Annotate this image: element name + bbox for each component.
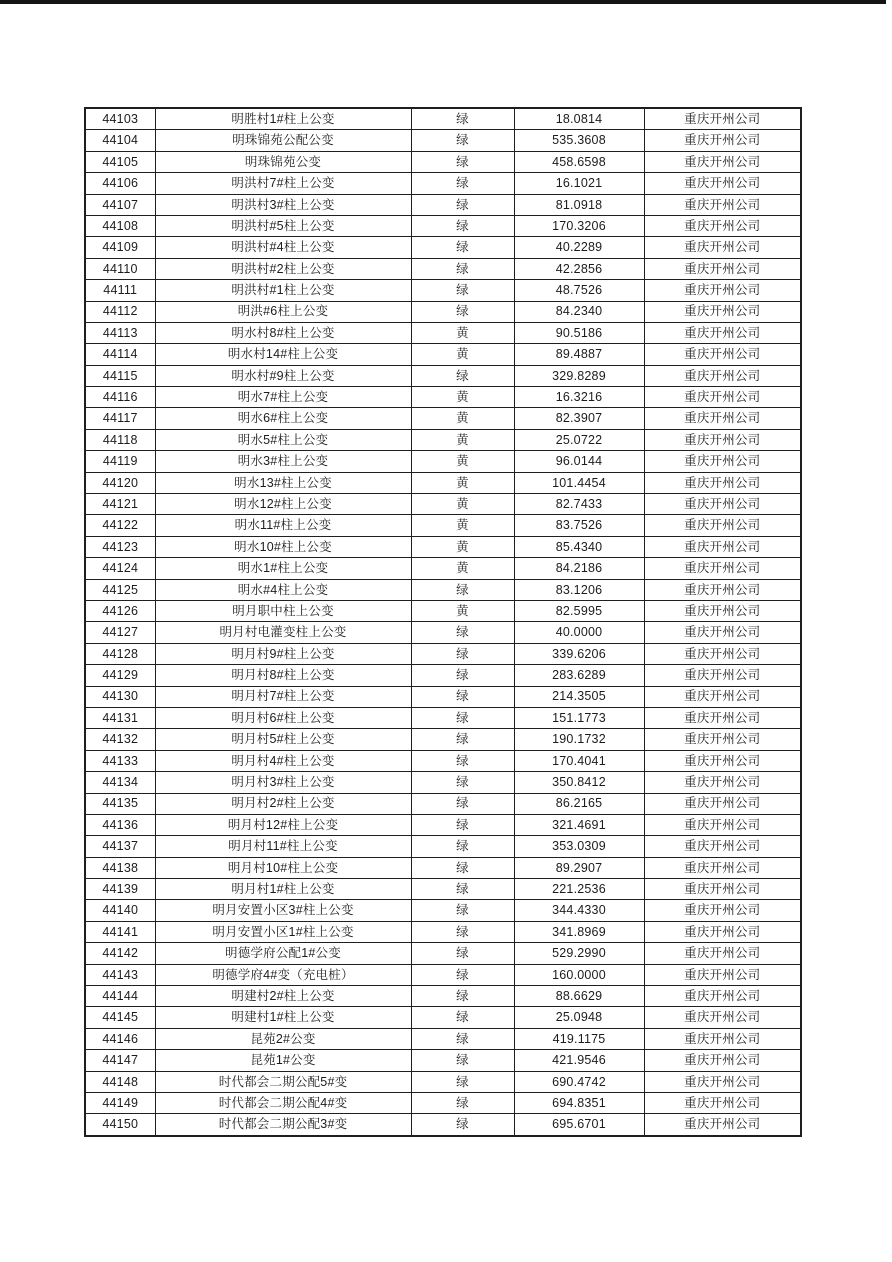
table-row (85, 579, 801, 600)
cell-value: 170.4041 (514, 750, 644, 771)
cell-name: 明水村8#柱上公变 (155, 322, 411, 343)
table-row (85, 108, 801, 130)
table-body (85, 108, 801, 1136)
cell-name: 明水13#柱上公变 (155, 472, 411, 493)
table-row (85, 151, 801, 172)
table-row (85, 408, 801, 429)
cell-id: 44113 (85, 322, 155, 343)
cell-value: 350.8412 (514, 772, 644, 793)
cell-company: 重庆开州公司 (644, 943, 801, 964)
cell-id: 44114 (85, 344, 155, 365)
cell-id: 44109 (85, 237, 155, 258)
table-row (85, 344, 801, 365)
cell-id: 44135 (85, 793, 155, 814)
table-row (85, 836, 801, 857)
cell-id: 44124 (85, 558, 155, 579)
cell-company: 重庆开州公司 (644, 750, 801, 771)
cell-id: 44141 (85, 921, 155, 942)
cell-name: 明月职中柱上公变 (155, 600, 411, 621)
cell-status: 绿 (411, 665, 514, 686)
cell-company: 重庆开州公司 (644, 1050, 801, 1071)
cell-company: 重庆开州公司 (644, 1092, 801, 1113)
transformer-table (84, 107, 802, 1137)
cell-id: 44122 (85, 515, 155, 536)
cell-value: 344.4330 (514, 900, 644, 921)
cell-company: 重庆开州公司 (644, 515, 801, 536)
cell-name: 明月村10#柱上公变 (155, 857, 411, 878)
cell-id: 44112 (85, 301, 155, 322)
cell-company: 重庆开州公司 (644, 365, 801, 386)
cell-name: 明洪村#1柱上公变 (155, 280, 411, 301)
cell-status: 黄 (411, 558, 514, 579)
cell-name: 明月村7#柱上公变 (155, 686, 411, 707)
cell-value: 40.0000 (514, 622, 644, 643)
cell-status: 绿 (411, 836, 514, 857)
cell-name: 明月村8#柱上公变 (155, 665, 411, 686)
table-row (85, 1092, 801, 1113)
cell-company: 重庆开州公司 (644, 280, 801, 301)
table-row (85, 173, 801, 194)
cell-company: 重庆开州公司 (644, 921, 801, 942)
cell-name: 明月村3#柱上公变 (155, 772, 411, 793)
cell-id: 44104 (85, 130, 155, 151)
table-row (85, 707, 801, 728)
cell-status: 黄 (411, 472, 514, 493)
cell-company: 重庆开州公司 (644, 194, 801, 215)
cell-id: 44147 (85, 1050, 155, 1071)
cell-company: 重庆开州公司 (644, 472, 801, 493)
cell-company: 重庆开州公司 (644, 665, 801, 686)
cell-name: 明建村2#柱上公变 (155, 986, 411, 1007)
cell-value: 190.1732 (514, 729, 644, 750)
cell-value: 321.4691 (514, 814, 644, 835)
cell-id: 44150 (85, 1114, 155, 1136)
cell-name: 时代都会二期公配5#变 (155, 1071, 411, 1092)
cell-id: 44119 (85, 451, 155, 472)
cell-id: 44132 (85, 729, 155, 750)
cell-status: 绿 (411, 365, 514, 386)
cell-value: 18.0814 (514, 108, 644, 130)
cell-value: 16.3216 (514, 387, 644, 408)
cell-company: 重庆开州公司 (644, 151, 801, 172)
cell-status: 绿 (411, 108, 514, 130)
table-row (85, 921, 801, 942)
cell-status: 绿 (411, 772, 514, 793)
cell-company: 重庆开州公司 (644, 1028, 801, 1049)
cell-name: 明月村4#柱上公变 (155, 750, 411, 771)
cell-status: 绿 (411, 943, 514, 964)
cell-company: 重庆开州公司 (644, 258, 801, 279)
cell-company: 重庆开州公司 (644, 387, 801, 408)
table-row (85, 750, 801, 771)
cell-name: 明月村12#柱上公变 (155, 814, 411, 835)
cell-status: 绿 (411, 643, 514, 664)
cell-status: 绿 (411, 900, 514, 921)
cell-value: 90.5186 (514, 322, 644, 343)
cell-name: 明洪村#4柱上公变 (155, 237, 411, 258)
table-row (85, 280, 801, 301)
cell-id: 44133 (85, 750, 155, 771)
cell-id: 44121 (85, 494, 155, 515)
cell-company: 重庆开州公司 (644, 579, 801, 600)
cell-value: 48.7526 (514, 280, 644, 301)
cell-value: 82.5995 (514, 600, 644, 621)
table-row (85, 322, 801, 343)
cell-company: 重庆开州公司 (644, 408, 801, 429)
cell-status: 黄 (411, 600, 514, 621)
cell-id: 44137 (85, 836, 155, 857)
table-row (85, 600, 801, 621)
cell-id: 44117 (85, 408, 155, 429)
cell-status: 绿 (411, 1114, 514, 1136)
cell-value: 86.2165 (514, 793, 644, 814)
cell-company: 重庆开州公司 (644, 429, 801, 450)
cell-name: 明水村14#柱上公变 (155, 344, 411, 365)
cell-name: 明水1#柱上公变 (155, 558, 411, 579)
cell-status: 绿 (411, 579, 514, 600)
cell-company: 重庆开州公司 (644, 344, 801, 365)
cell-value: 353.0309 (514, 836, 644, 857)
cell-company: 重庆开州公司 (644, 600, 801, 621)
cell-value: 160.0000 (514, 964, 644, 985)
cell-name: 明洪#6柱上公变 (155, 301, 411, 322)
table-row (85, 964, 801, 985)
cell-company: 重庆开州公司 (644, 772, 801, 793)
cell-status: 绿 (411, 686, 514, 707)
cell-name: 明水3#柱上公变 (155, 451, 411, 472)
cell-status: 绿 (411, 921, 514, 942)
cell-id: 44128 (85, 643, 155, 664)
table-row (85, 215, 801, 236)
table-row (85, 429, 801, 450)
cell-name: 明水5#柱上公变 (155, 429, 411, 450)
cell-id: 44140 (85, 900, 155, 921)
cell-id: 44138 (85, 857, 155, 878)
cell-name: 明月村9#柱上公变 (155, 643, 411, 664)
cell-status: 绿 (411, 1071, 514, 1092)
cell-company: 重庆开州公司 (644, 836, 801, 857)
cell-id: 44129 (85, 665, 155, 686)
cell-status: 绿 (411, 879, 514, 900)
cell-status: 黄 (411, 387, 514, 408)
table-row (85, 879, 801, 900)
table-row (85, 986, 801, 1007)
cell-value: 16.1021 (514, 173, 644, 194)
cell-name: 明德学府公配1#公变 (155, 943, 411, 964)
cell-id: 44144 (85, 986, 155, 1007)
cell-name: 明洪村#2柱上公变 (155, 258, 411, 279)
cell-id: 44136 (85, 814, 155, 835)
cell-name: 明月安置小区1#柱上公变 (155, 921, 411, 942)
cell-name: 明月村电灌变柱上公变 (155, 622, 411, 643)
table-row (85, 237, 801, 258)
table-row (85, 814, 801, 835)
cell-id: 44123 (85, 536, 155, 557)
cell-name: 明月村11#柱上公变 (155, 836, 411, 857)
cell-name: 明水#4柱上公变 (155, 579, 411, 600)
cell-status: 绿 (411, 130, 514, 151)
cell-company: 重庆开州公司 (644, 108, 801, 130)
table-row (85, 729, 801, 750)
cell-status: 黄 (411, 344, 514, 365)
cell-status: 绿 (411, 964, 514, 985)
table-row (85, 943, 801, 964)
cell-id: 44115 (85, 365, 155, 386)
cell-value: 529.2990 (514, 943, 644, 964)
cell-value: 690.4742 (514, 1071, 644, 1092)
cell-company: 重庆开州公司 (644, 494, 801, 515)
cell-name: 明水12#柱上公变 (155, 494, 411, 515)
cell-status: 黄 (411, 536, 514, 557)
cell-company: 重庆开州公司 (644, 1114, 801, 1136)
cell-company: 重庆开州公司 (644, 622, 801, 643)
table-row (85, 1114, 801, 1136)
cell-status: 绿 (411, 151, 514, 172)
cell-name: 明德学府4#变（充电桩） (155, 964, 411, 985)
cell-value: 101.4454 (514, 472, 644, 493)
cell-name: 时代都会二期公配3#变 (155, 1114, 411, 1136)
cell-id: 44116 (85, 387, 155, 408)
cell-value: 339.6206 (514, 643, 644, 664)
cell-id: 44107 (85, 194, 155, 215)
cell-value: 40.2289 (514, 237, 644, 258)
cell-name: 明水村#9柱上公变 (155, 365, 411, 386)
table-row (85, 643, 801, 664)
cell-status: 绿 (411, 1092, 514, 1113)
cell-name: 明胜村1#柱上公变 (155, 108, 411, 130)
cell-company: 重庆开州公司 (644, 857, 801, 878)
cell-value: 81.0918 (514, 194, 644, 215)
cell-value: 89.2907 (514, 857, 644, 878)
cell-company: 重庆开州公司 (644, 643, 801, 664)
cell-name: 明建村1#柱上公变 (155, 1007, 411, 1028)
cell-name: 明洪村3#柱上公变 (155, 194, 411, 215)
cell-status: 黄 (411, 451, 514, 472)
cell-company: 重庆开州公司 (644, 451, 801, 472)
cell-name: 明水11#柱上公变 (155, 515, 411, 536)
cell-id: 44148 (85, 1071, 155, 1092)
cell-id: 44145 (85, 1007, 155, 1028)
cell-value: 329.8289 (514, 365, 644, 386)
table-row (85, 772, 801, 793)
cell-value: 221.2536 (514, 879, 644, 900)
table-row (85, 130, 801, 151)
cell-name: 时代都会二期公配4#变 (155, 1092, 411, 1113)
cell-company: 重庆开州公司 (644, 173, 801, 194)
cell-name: 明月村2#柱上公变 (155, 793, 411, 814)
cell-name: 明水6#柱上公变 (155, 408, 411, 429)
cell-company: 重庆开州公司 (644, 130, 801, 151)
cell-value: 85.4340 (514, 536, 644, 557)
cell-name: 明月村5#柱上公变 (155, 729, 411, 750)
cell-company: 重庆开州公司 (644, 237, 801, 258)
table-row (85, 793, 801, 814)
cell-value: 88.6629 (514, 986, 644, 1007)
cell-id: 44108 (85, 215, 155, 236)
table-row (85, 494, 801, 515)
cell-company: 重庆开州公司 (644, 322, 801, 343)
table-row (85, 536, 801, 557)
cell-name: 明水10#柱上公变 (155, 536, 411, 557)
cell-company: 重庆开州公司 (644, 536, 801, 557)
table-row (85, 472, 801, 493)
cell-id: 44120 (85, 472, 155, 493)
table-row (85, 686, 801, 707)
cell-company: 重庆开州公司 (644, 879, 801, 900)
cell-status: 绿 (411, 622, 514, 643)
cell-name: 明水7#柱上公变 (155, 387, 411, 408)
cell-value: 25.0948 (514, 1007, 644, 1028)
cell-value: 170.3206 (514, 215, 644, 236)
cell-status: 绿 (411, 1050, 514, 1071)
table-row (85, 1007, 801, 1028)
cell-value: 25.0722 (514, 429, 644, 450)
table-row (85, 900, 801, 921)
cell-status: 绿 (411, 237, 514, 258)
cell-company: 重庆开州公司 (644, 793, 801, 814)
cell-name: 明月村1#柱上公变 (155, 879, 411, 900)
cell-status: 绿 (411, 986, 514, 1007)
cell-name: 昆苑1#公变 (155, 1050, 411, 1071)
cell-status: 绿 (411, 258, 514, 279)
cell-company: 重庆开州公司 (644, 707, 801, 728)
cell-name: 明珠锦苑公配公变 (155, 130, 411, 151)
cell-company: 重庆开州公司 (644, 964, 801, 985)
cell-name: 明珠锦苑公变 (155, 151, 411, 172)
cell-value: 83.1206 (514, 579, 644, 600)
table-row (85, 665, 801, 686)
cell-status: 绿 (411, 814, 514, 835)
cell-name: 明月安置小区3#柱上公变 (155, 900, 411, 921)
cell-id: 44103 (85, 108, 155, 130)
cell-id: 44149 (85, 1092, 155, 1113)
cell-id: 44127 (85, 622, 155, 643)
table-row (85, 1050, 801, 1071)
table-row (85, 301, 801, 322)
cell-status: 黄 (411, 408, 514, 429)
table-row (85, 558, 801, 579)
cell-status: 绿 (411, 1007, 514, 1028)
cell-company: 重庆开州公司 (644, 986, 801, 1007)
table-row (85, 451, 801, 472)
cell-value: 694.8351 (514, 1092, 644, 1113)
cell-status: 绿 (411, 707, 514, 728)
cell-company: 重庆开州公司 (644, 1071, 801, 1092)
cell-status: 黄 (411, 322, 514, 343)
cell-value: 89.4887 (514, 344, 644, 365)
cell-value: 84.2186 (514, 558, 644, 579)
cell-value: 283.6289 (514, 665, 644, 686)
cell-value: 42.2856 (514, 258, 644, 279)
cell-value: 151.1773 (514, 707, 644, 728)
cell-name: 明月村6#柱上公变 (155, 707, 411, 728)
table-row (85, 857, 801, 878)
top-border-bar (0, 0, 886, 4)
cell-value: 84.2340 (514, 301, 644, 322)
cell-id: 44125 (85, 579, 155, 600)
cell-company: 重庆开州公司 (644, 814, 801, 835)
cell-value: 83.7526 (514, 515, 644, 536)
cell-id: 44126 (85, 600, 155, 621)
cell-status: 绿 (411, 793, 514, 814)
cell-value: 82.3907 (514, 408, 644, 429)
cell-value: 458.6598 (514, 151, 644, 172)
cell-id: 44134 (85, 772, 155, 793)
cell-name: 昆苑2#公变 (155, 1028, 411, 1049)
cell-status: 绿 (411, 750, 514, 771)
table-row (85, 515, 801, 536)
cell-status: 绿 (411, 215, 514, 236)
table-row (85, 1028, 801, 1049)
cell-value: 535.3608 (514, 130, 644, 151)
cell-status: 绿 (411, 194, 514, 215)
cell-value: 214.3505 (514, 686, 644, 707)
cell-name: 明洪村#5柱上公变 (155, 215, 411, 236)
table-container (84, 107, 802, 1137)
cell-id: 44139 (85, 879, 155, 900)
cell-status: 黄 (411, 515, 514, 536)
cell-company: 重庆开州公司 (644, 1007, 801, 1028)
cell-id: 44106 (85, 173, 155, 194)
table-row (85, 387, 801, 408)
cell-company: 重庆开州公司 (644, 686, 801, 707)
cell-status: 绿 (411, 280, 514, 301)
table-row (85, 622, 801, 643)
cell-value: 96.0144 (514, 451, 644, 472)
cell-company: 重庆开州公司 (644, 215, 801, 236)
table-row (85, 194, 801, 215)
cell-value: 82.7433 (514, 494, 644, 515)
table-row (85, 365, 801, 386)
cell-company: 重庆开州公司 (644, 900, 801, 921)
cell-id: 44110 (85, 258, 155, 279)
cell-id: 44118 (85, 429, 155, 450)
table-row (85, 1071, 801, 1092)
cell-status: 绿 (411, 857, 514, 878)
cell-status: 绿 (411, 173, 514, 194)
cell-company: 重庆开州公司 (644, 729, 801, 750)
cell-status: 绿 (411, 729, 514, 750)
cell-value: 421.9546 (514, 1050, 644, 1071)
cell-id: 44130 (85, 686, 155, 707)
cell-value: 695.6701 (514, 1114, 644, 1136)
cell-id: 44143 (85, 964, 155, 985)
cell-name: 明洪村7#柱上公变 (155, 173, 411, 194)
cell-id: 44131 (85, 707, 155, 728)
cell-status: 绿 (411, 1028, 514, 1049)
cell-id: 44146 (85, 1028, 155, 1049)
cell-value: 419.1175 (514, 1028, 644, 1049)
cell-status: 绿 (411, 301, 514, 322)
cell-value: 341.8969 (514, 921, 644, 942)
cell-status: 黄 (411, 494, 514, 515)
table-row (85, 258, 801, 279)
cell-company: 重庆开州公司 (644, 301, 801, 322)
cell-id: 44105 (85, 151, 155, 172)
cell-id: 44142 (85, 943, 155, 964)
cell-id: 44111 (85, 280, 155, 301)
cell-status: 黄 (411, 429, 514, 450)
cell-company: 重庆开州公司 (644, 558, 801, 579)
